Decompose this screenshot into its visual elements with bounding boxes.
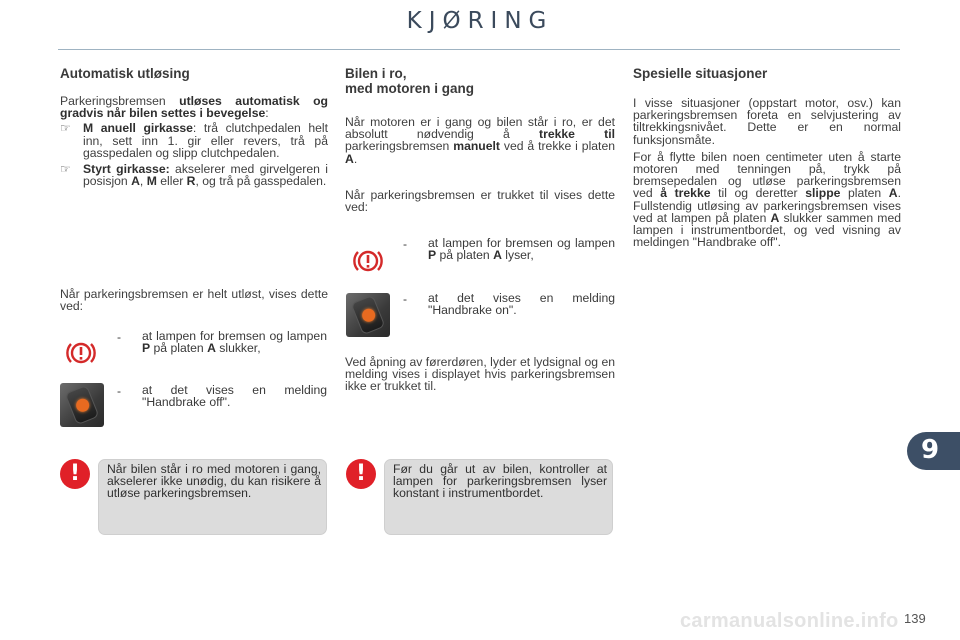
list-item-automated-gearbox [60,163,328,187]
section-heading-line1: Bilen i ro, [345,66,407,81]
intro-bold: utløses automatisk og gradvis når bilen settes i bevegelse [60,94,329,121]
dash: - [117,384,122,398]
ind-bold-p: P [428,248,437,263]
p1-bold-1: trekke til [539,127,615,142]
p1-pre: Når motoren er i gang og bilen står i ro, er det absolutt nødvendig å [345,115,615,142]
exclamation-warning-icon [346,459,376,489]
notice-box [98,459,327,535]
section-heading: Spesielle situasjoner [633,66,768,81]
p2-mid: til og deretter [710,186,806,201]
warning-mark: ! [355,461,367,486]
p1-end: . [353,151,358,166]
section-heading: Automatisk utløsing [60,66,190,81]
paragraph-door-warning: Ved åpning av førerdøren, lyder et lydsignal og en melding vises i displayet hvis parkeringsbremsen ikke er trukket til. [345,355,615,394]
item-bold-r: R [186,174,196,189]
watermark: carmanualsonline.info [680,610,899,632]
item-text-a: , [139,174,147,189]
parking-brake-switch-image [346,293,390,337]
p2-mid2: platen [840,186,889,201]
indicator-row-lamp-off [117,330,327,370]
notice-accelerate-warning [60,459,328,535]
notice-leave-car-warning [346,459,614,535]
p2-end: slukker sammen med lampen i instrumentbordet, og ved visning av meldingen "Handbrake off". [633,210,901,250]
warning-mark: ! [69,461,81,486]
column-special-situations [633,62,901,248]
notice-text: Før du går ut av bilen, kontroller at lampen for parkeringsbremsen lyser konstant i instrumentbordet. [393,462,607,501]
indicator-text [428,237,615,261]
indicator-row-lamp-on [403,237,615,277]
released-intro: Når parkeringsbremsen er helt utløst, vises dette ved: [60,287,328,314]
dash: - [403,237,408,251]
indicator-row-message-off [117,384,327,414]
chapter-number: 9 [921,435,940,465]
ind-mid: på platen [150,341,208,356]
indicator-row-message-on [403,292,615,322]
indicator-text: at det vises en melding "Handbrake on". [428,291,615,318]
indicator-text [142,330,327,354]
page-number: 139 [904,611,926,626]
item-text-r: , og trå på gasspedalen. [195,174,327,189]
exclamation-warning-icon [60,459,90,489]
ind-post: slukker, [215,341,261,356]
hand-pointer-icon: ☞ [60,162,71,177]
p2-bold-4: A [770,210,780,225]
brake-warning-lamp-icon [66,338,96,368]
page-title: KJØRING [406,8,554,34]
item-text: : trå clutchpedalen helt inn, sett inn 1. gir eller revers, trå på gasspedalen og slipp clutchpedalen. [83,121,328,160]
hand-pointer-icon: ☞ [60,121,71,136]
p2-mid3: . Fullstendig utløsing av parkeringsbremsen vises ved at lampen på platen [633,186,901,225]
indicator-text: at det vises en melding "Handbrake off". [142,383,327,410]
item-bold-m: M [146,174,157,189]
parking-brake-switch-image [60,383,104,427]
ind-mid: på platen [436,248,494,263]
p2-bold-1: å trekke [660,186,711,201]
ind-post: lyser, [501,248,534,263]
ind-bold-a: A [207,341,216,356]
list-item-manual-gearbox [60,122,328,159]
ind-bold-p: P [142,341,151,356]
brake-warning-lamp-icon [353,246,383,276]
paragraph-apply [345,116,615,165]
column-automatic-release [60,62,329,314]
item-bold-a: A [131,174,140,189]
paragraph-move-without-engine [633,151,901,249]
header-divider [58,49,900,50]
item-text-m: eller [156,174,187,189]
notice-box [384,459,613,535]
chapter-tab [907,432,960,470]
p2-pre: For å flytte bilen noen centimeter uten å starte motoren med tenningen på, trykk på bremsepedalen og utløse parkeringsbremsen ved [633,149,901,201]
dash: - [117,330,122,344]
intro-paragraph [60,95,328,119]
item-text: akselerer med girvelgeren i posisjon [83,162,328,189]
ind-pre: at lampen for bremsen og lampen [142,329,327,343]
paragraph-applied-intro: Når parkeringsbremsen er trukket til vises dette ved: [345,187,615,215]
p2-bold-3: A [888,186,898,201]
p1-bold-3: A [345,151,354,166]
ind-bold-a: A [493,248,502,263]
intro-end: : [265,106,269,121]
ind-pre: at lampen for bremsen og lampen [428,236,615,250]
notice-text: Når bilen står i ro med motoren i gang, akselerer ikke unødig, du kan risikere å utløse parkeringsbremsen. [107,462,321,501]
p1-mid2: ved å trekke i platen [499,139,615,154]
p1-bold-2: manuelt [453,139,500,154]
section-heading-line2: med motoren i gang [345,81,475,96]
item-bold: M anuell girkasse [83,121,193,136]
p1-mid: parkeringsbremsen [345,139,454,154]
p2-bold-2: slippe [805,186,841,201]
item-bold: Styrt girkasse: [83,162,170,177]
intro-text: Parkeringsbremsen [60,94,180,108]
paragraph-self-adjust: I visse situasjoner (oppstart motor, osv.) kan parkeringsbremsen foreta en selvjustering av tiltrekkingsnivået. Dette er en normal funksjonsmåte. [633,96,901,147]
dash: - [403,292,408,306]
